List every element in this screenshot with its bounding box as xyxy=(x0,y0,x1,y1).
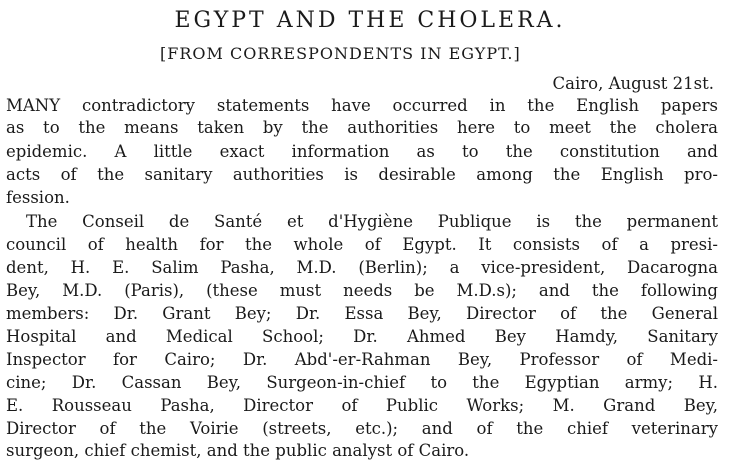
text-line: acts of the sanitary authorities is desirable among the English pro- xyxy=(6,165,718,184)
text-line: fession. xyxy=(6,188,70,207)
article-dateline: Cairo, August 21st. xyxy=(552,74,714,93)
article-subtitle: [FROM CORRESPONDENTS IN EGYPT.] xyxy=(160,44,521,63)
text-line: cine; Dr. Cassan Bey, Surgeon-in-chief to the Egyptian army; H. xyxy=(6,373,718,392)
text-line: council of health for the whole of Egypt. It consists of a presi- xyxy=(6,235,718,254)
text-line: as to the means taken by the authorities here to meet the cholera xyxy=(6,118,718,137)
text-line: Inspector for Cairo; Dr. Abd'-er-Rahman Bey, Professor of Medi- xyxy=(6,350,718,369)
text-line: epidemic. A little exact information as to the constitution and xyxy=(6,142,718,161)
text-line: The Conseil de Santé et d'Hygiène Publique is the permanent xyxy=(26,212,718,231)
text-line: E. Rousseau Pasha, Director of Public Works; M. Grand Bey, xyxy=(6,396,718,415)
text-line: Hospital and Medical School; Dr. Ahmed Bey Hamdy, Sanitary xyxy=(6,327,718,346)
text-line: MANY contradictory statements have occurred in the English papers xyxy=(6,96,718,115)
text-line: members: Dr. Grant Bey; Dr. Essa Bey, Director of the General xyxy=(6,304,718,323)
text-line: dent, H. E. Salim Pasha, M.D. (Berlin); a vice-president, Dacarogna xyxy=(6,258,718,277)
text-line: Director of the Voirie (streets, etc.); and of the chief veterinary xyxy=(6,419,718,438)
article-title: EGYPT AND THE CHOLERA. xyxy=(174,8,566,33)
text-line: surgeon, chief chemist, and the public analyst of Cairo. xyxy=(6,441,470,460)
text-line: Bey, M.D. (Paris), (these must needs be M.D.s); and the following xyxy=(6,281,718,300)
